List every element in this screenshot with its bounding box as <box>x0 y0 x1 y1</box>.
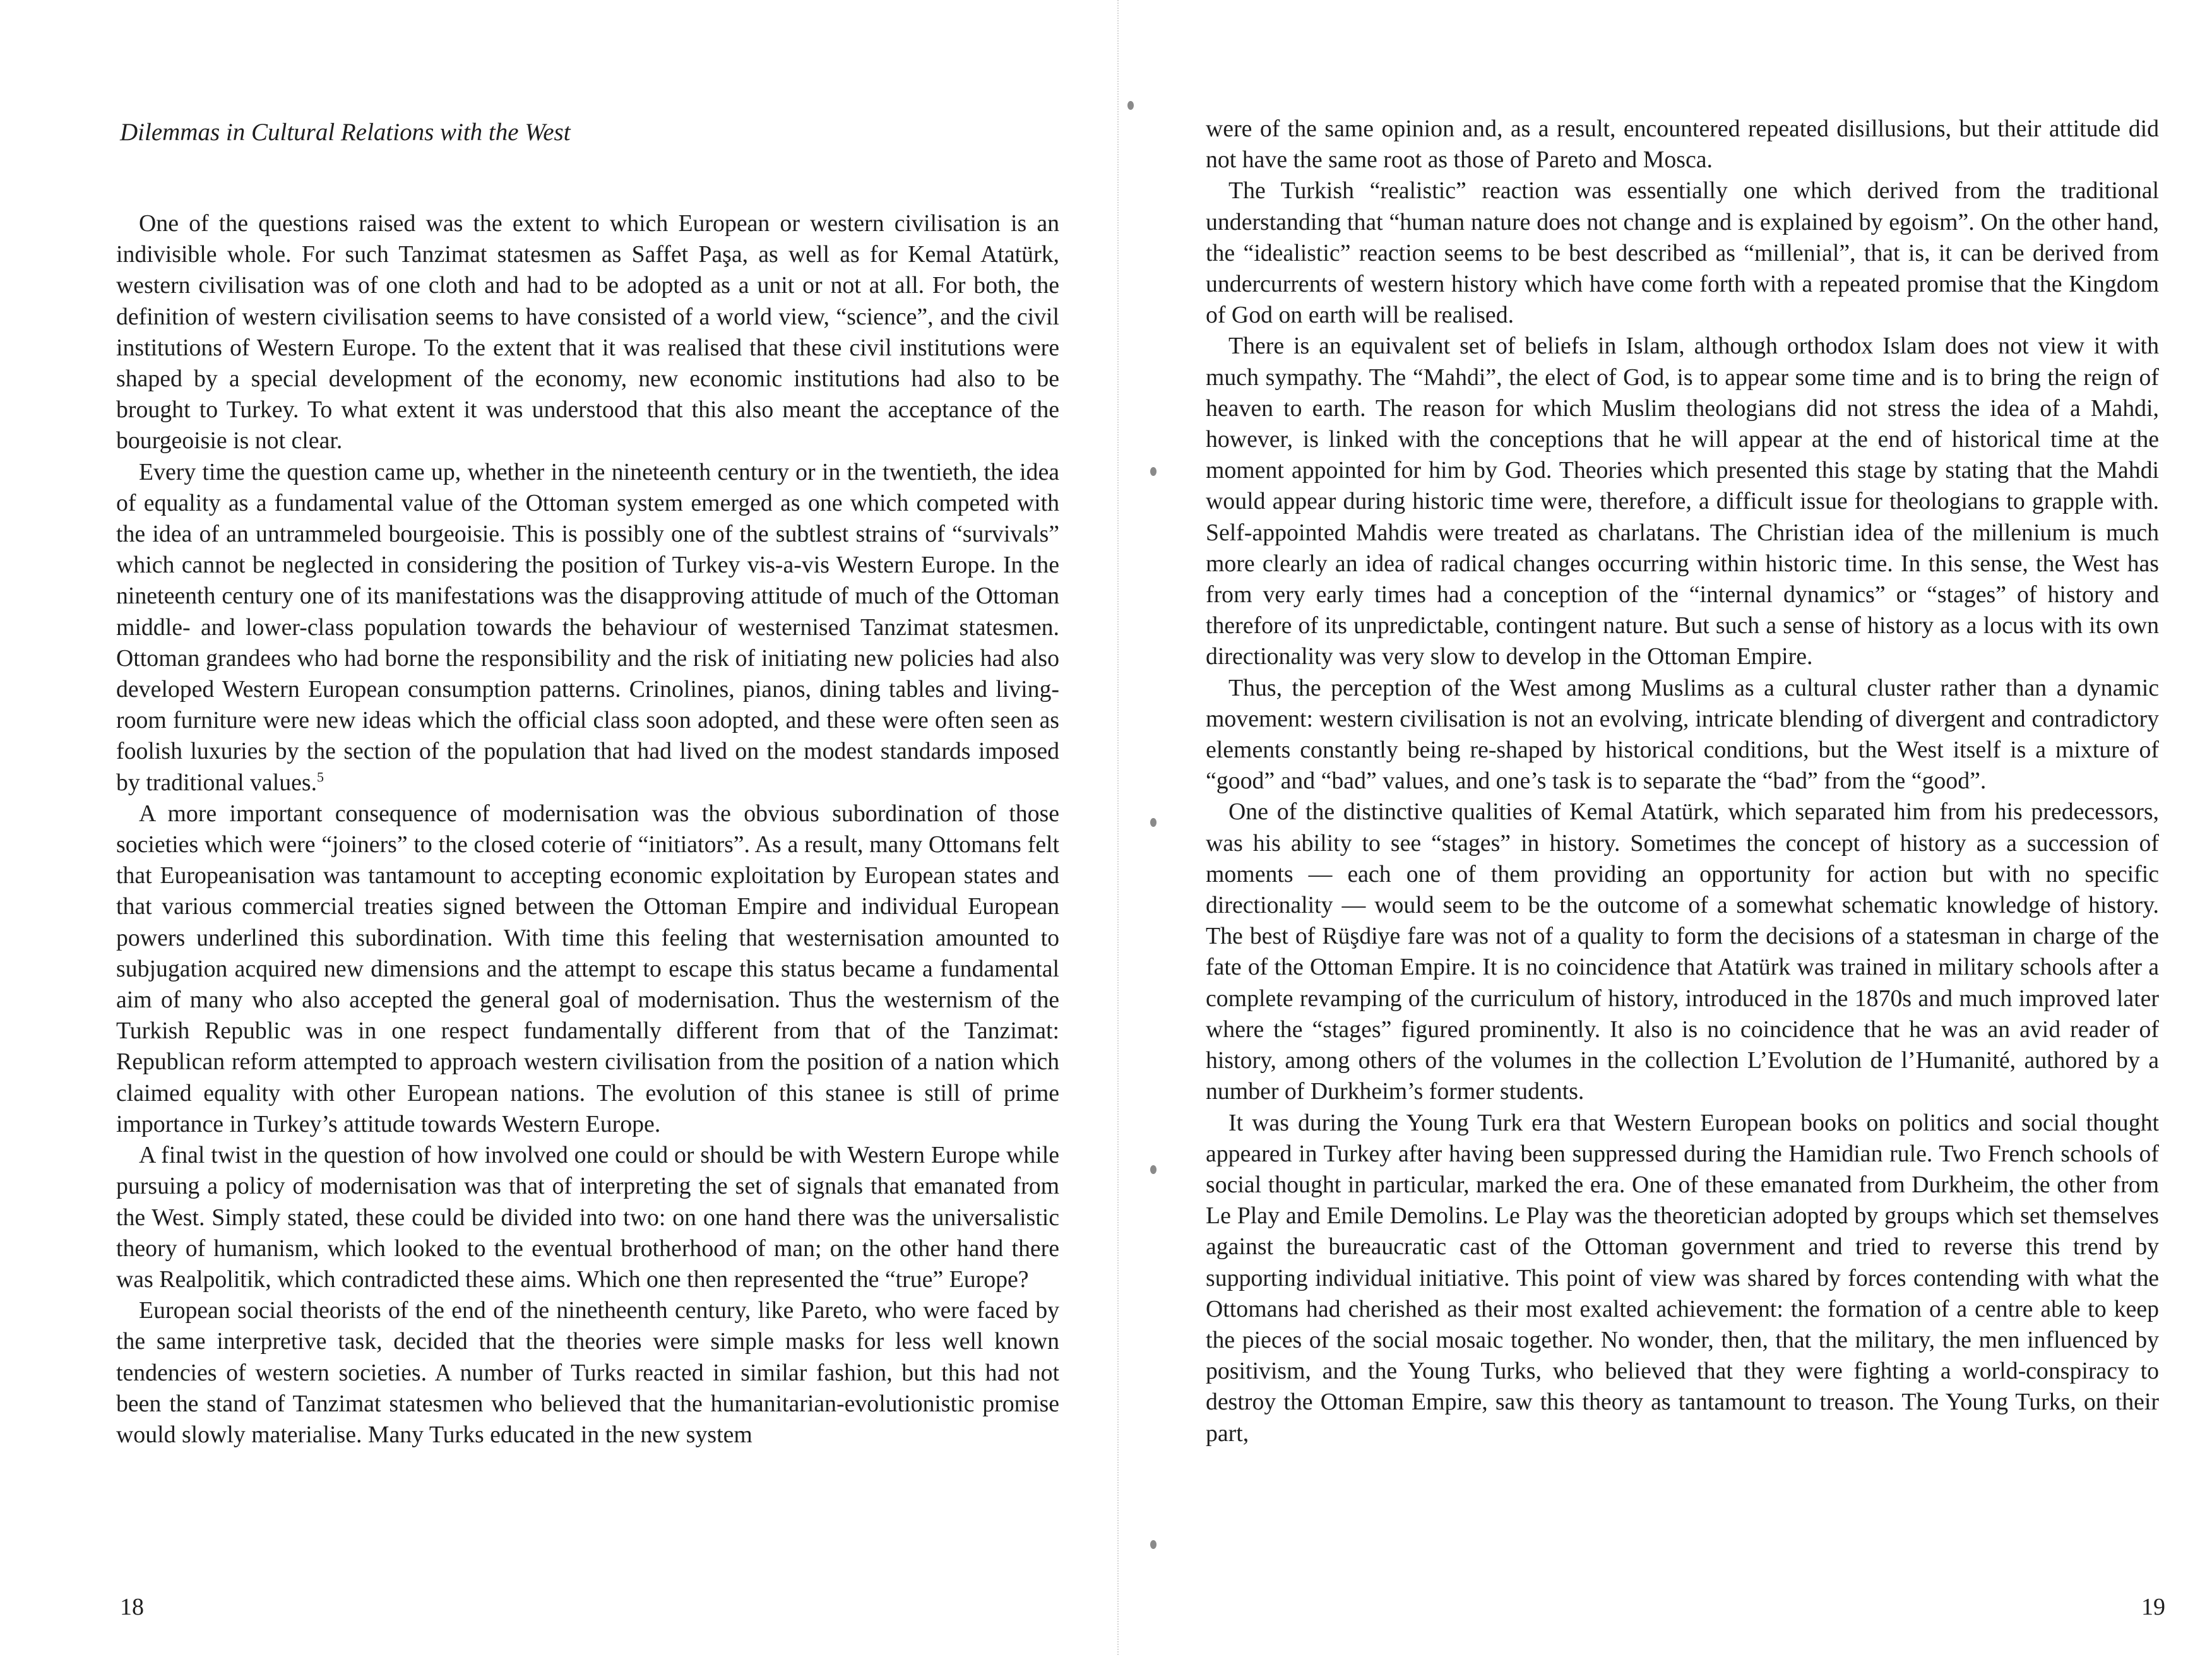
paragraph: One of the questions raised was the extent to which European or western civilisation is an indivisible whole. For such Tanzimat statesmen as Saffet Paşa, as well as for Kemal Atatürk, western civilisation was of one cloth and had to be adopted as a unit or not at all. For both, the definition of western civilisation seems to have consisted of a world view, “science”, and the civil institutions of Western Europe. To the extent that it was realised that these civil institutions were shaped by a special development of the economy, new economic institutions had also to be brought to Turkey. To what extent it was understood that this also meant the acceptance of the bourgeoisie is not clear. <box>116 210 1059 454</box>
right-body-text <box>1206 114 2159 1449</box>
paragraph: A more important consequence of modernisation was the obvious subordination of those societies which were “joiners” to the closed coterie of “initiators”. As a result, many Ottomans felt that Europeanisation was tantamount to accepting economic exploitation by European states and that various commercial treaties signed between the Ottoman Empire and individual European powers underlined this subordination. With time this feeling that westernisation amounted to subjugation acquired new dimensions and the attempt to escape this status became a fundamental aim of many who also accepted the general goal of modernisation. Thus the westernism of the Turkish Republic was in one respect fundamentally different from that of the Tanzimat: Republican reform attempted to approach western civilisation from the position of a nation which claimed equality with other European nations. The evolution of this stanee is still of prime importance in Turkey’s attitude towards Western Europe. <box>116 800 1059 1137</box>
paragraph: were of the same opinion and, as a result, encountered repeated disillusions, but their attitude did not have the same root as those of Pareto and Mosca. <box>1206 116 2159 174</box>
paragraph: A final twist in the question of how involved one could or should be with Western Europe while pursuing a policy of modernisation was that of interpreting the set of signals that emanated from the West. Simply stated, these could be divided into two: on one hand there was the universalistic theory of humanism, which looked to the eventual brotherhood of man; on the other hand there was Realpolitik, which contradicted these aims. Which one then represented the “true” Europe? <box>116 1142 1059 1293</box>
right-page <box>1106 0 2212 1655</box>
paragraph: The Turkish “realistic” reaction was essentially one which derived from the traditional understanding that “human nature does not change and is explained by egoism”. On the other hand, the “idealistic” reaction seems to be best described as “millenial”, that is, it can be derived from undercurrents of western history which have come forth with a repeated promise that the Kingdom of God on earth will be realised. <box>1206 177 2159 329</box>
paragraph: There is an equivalent set of beliefs in Islam, although orthodox Islam does not view it with much sympathy. The “Mahdi”, the elect of God, is to appear some time and is to bring the reign of heaven to earth. The reason for which Muslim theologians did not stress the idea of a Mahdi, however, is linked with the conceptions that he will appear at the end of historical time at the moment appointed for him by God. Theories which presented this stage by stating that the Mahdi would appear during historic time were, therefore, a difficult issue for theologians to grapple with. Self-appointed Mahdis were treated as charlatans. The Christian idea of the millenium is much more clearly an idea of radical changes occurring within historic time. In this sense, the West has from very early times had a conception of the “internal dynamics” or “stages” of history and therefore of its unpredictable, contingent nature. But such a sense of history as a locus with its own directionality was very slow to develop in the Ottoman Empire. <box>1206 333 2159 670</box>
paragraph: One of the distinctive qualities of Kemal Atatürk, which separated him from his predecessors, was his ability to see “stages” in history. Sometimes the concept of history as a succession of moments — each one of them providing an opportunity for action but with no specific directionality — would seem to be the outcome of a somewhat schematic knowledge of history. The best of Rüşdiye fare was not of a quality to form the decisions of a statesman in charge of the fate of the Ottoman Empire. It is no coincidence that Atatürk was trained in military schools after a complete revamping of the curriculum of history, introduced in the 1870s and much improved later where the “stages” figured prominently. It also is no coincidence that he was an avid reader of history, among others of the volumes in the collection L’Evolution de l’Humanité, authored by a number of Durkheim’s former students. <box>1206 798 2159 1105</box>
paragraph: It was during the Young Turk era that Western European books on politics and social thought appeared in Turkey after having been suppressed during the Hamidian rule. Two French schools of social thought in particular, marked the era. One of these emanated from Durkheim, the other from Le Play and Emile Demolins. Le Play was the theoretician adopted by groups which set themselves against the bureaucratic cast of the Ottoman government and tried to reverse this trend by supporting individual initiative. This point of view was shared by forces contending with what the Ottomans had cherished as their most exalted achievement: the formation of a centre able to keep the pieces of the social mosaic together. No wonder, then, that the military, the men influenced by positivism, and the Young Turks, who believed that they were fighting a world-conspiracy to destroy the Ottoman Empire, saw this theory as tantamount to treason. The Young Turks, on their part, <box>1206 1109 2159 1447</box>
paragraph-text: Every time the question came up, whether in the nineteenth century or in the twentieth, the idea of equality as a fundamental value of the Ottoman system emerged as one which competed with the idea of an untrammeled bourgeoisie. This is possibly one of the subtlest strains of “survivals” which cannot be neglected in considering the position of Turkey vis-a-vis Western Europe. In the nineteenth century one of its manifestations was the disapproving attitude of much of the Ottoman middle- and lower-class population towards the behaviour of westernised Tanzimat statesmen. Ottoman grandees who had borne the responsibility and the risk of initiating new policies had also developed Western European consumption patterns. Crinolines, pianos, dining tables and living-room furniture were new ideas which the official class soon adopted, and these were often seen as foolish luxuries by the section of the population that had lived on the modest standards imposed by traditional values. <box>116 458 1059 796</box>
page-number: 19 <box>2141 1594 2165 1620</box>
page-number: 18 <box>120 1594 144 1620</box>
left-body-text <box>116 208 1059 1450</box>
paragraph <box>116 457 1059 798</box>
paragraph: European social theorists of the end of the ninetheenth century, like Pareto, who were faced by the same interpretive task, decided that the theories were simple masks for less well known tendencies of western societies. A number of Turks reacted in similar fashion, but this had not been the stand of Tanzimat statesmen who believed that the humanitarian-evolutionistic promise would slowly materialise. Many Turks educated in the new system <box>116 1297 1059 1448</box>
footnote-mark: 5 <box>317 769 324 785</box>
running-head: Dilemmas in Cultural Relations with the West <box>120 119 571 146</box>
paragraph: Thus, the perception of the West among Muslims as a cultural cluster rather than a dynamic movement: western civilisation is not an evolving, intricate blending of divergent and contradictory elements constantly being re-shaped by historical conditions, but the West itself is a mixture of “good” and “bad” values, and one’s task is to separate the “bad” from the “good”. <box>1206 674 2159 795</box>
